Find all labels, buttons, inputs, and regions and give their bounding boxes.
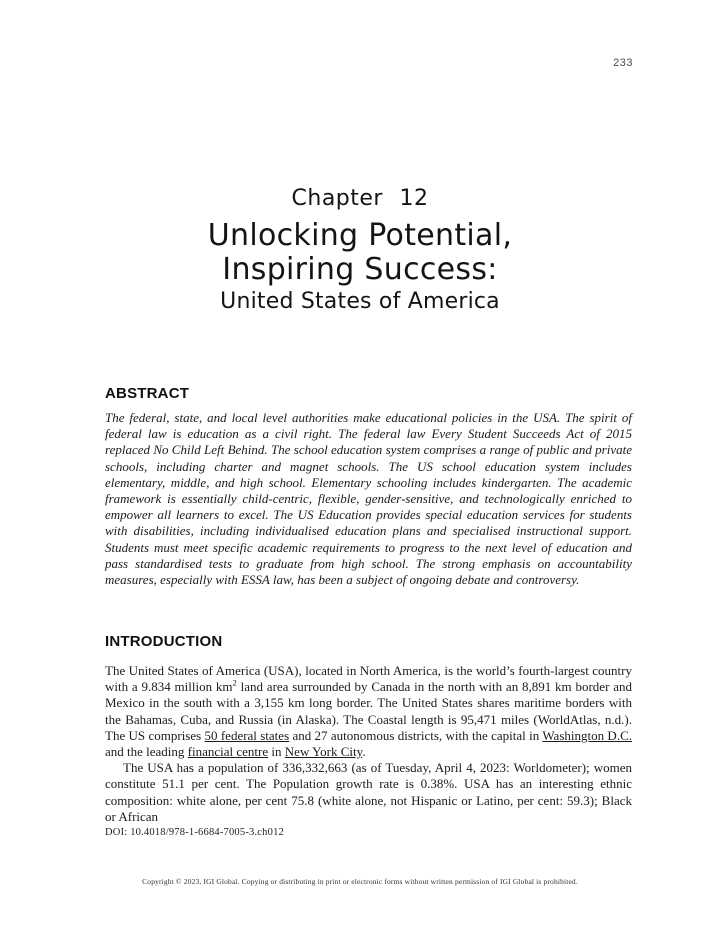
chapter-header <box>0 186 720 314</box>
intro-p1-text-6: . <box>362 744 366 760</box>
introduction-section <box>105 633 632 825</box>
introduction-paragraph-2: The USA has a population of 336,332,663 (as of Tuesday, April 4, 2023: Worldometer); women constitute 51.1 per cent. The Population growth rate is 0.38%. USA has an interesting ethnic composition: white alone, per cent 75.8 (white alone, not Hispanic or Latino, per cent: 59.3); Black or African <box>105 760 632 824</box>
doi-line: DOI: 10.4018/978-1-6684-7005-3.ch012 <box>105 827 284 838</box>
abstract-heading: ABSTRACT <box>105 385 190 402</box>
abstract-body: The federal, state, and local level authorities make educational policies in the USA. The spirit of federal law is education as a civil right. The federal law Every Student Succeeds Act of 2015 replaced No Child Left Behind. The school education system comprises a range of public and private schools, including charter and magnet schools. The US school education system includes elementary, middle, and high school. Elementary schooling includes kindergarten. The academic framework is essentially child-centric, flexible, gender-sensitive, and technologically enriched to empower all learners to excel. The US Education provides special education services for students with disabilities, including individualised education plans and specialised instructional support. Students must meet specific academic requirements to progress to the next level of education and pass standardised tests to graduate from high school. The strong emphasis on accountability measures, especially with ESSA law, has been a subject of ongoing debate and controversy. <box>105 410 632 588</box>
link-50-federal-states[interactable]: 50 federal states <box>204 727 290 743</box>
intro-p1-text-5: in <box>268 744 285 760</box>
link-new-york-city[interactable]: New York City <box>284 744 363 760</box>
intro-p1-text-3: and 27 autonomous districts, with the capital in <box>289 727 543 743</box>
abstract-section <box>105 385 632 588</box>
chapter-label: Chapter 12 <box>291 186 429 211</box>
copyright-line: Copyright © 2023, IGI Global. Copying or distributing in print or electronic forms without written permission of IGI Global is prohibited. <box>142 877 578 886</box>
chapter-title-line1: Unlocking Potential, <box>207 218 513 253</box>
chapter-subtitle: United States of America <box>220 289 500 314</box>
chapter-title <box>0 219 720 287</box>
link-washington-dc[interactable]: Washington D.C. <box>542 727 632 743</box>
introduction-heading: INTRODUCTION <box>105 633 223 650</box>
intro-p1-text-2: land area surrounded by Canada in the north with an 8,891 km border and Mexico in the south with a 3,155 km long border. The United States shares maritime borders with the Bahamas, Cuba, and Russia (in Alaska). The Coastal length is 95,471 miles (WorldAtlas, n.d.). The US comprises <box>105 679 632 743</box>
intro-p1-text-4: and the leading <box>105 744 188 760</box>
chapter-title-line2: Inspiring Success: <box>222 252 498 287</box>
page-number: 233 <box>613 57 633 69</box>
introduction-paragraph-1 <box>105 663 632 760</box>
superscript-2: 2 <box>232 677 237 688</box>
link-financial-centre[interactable]: financial centre <box>187 744 269 760</box>
intro-p1-text-1: The United States of America (USA), located in North America, is the world’s fourth-largest country with a 9.834 million km <box>105 663 632 695</box>
